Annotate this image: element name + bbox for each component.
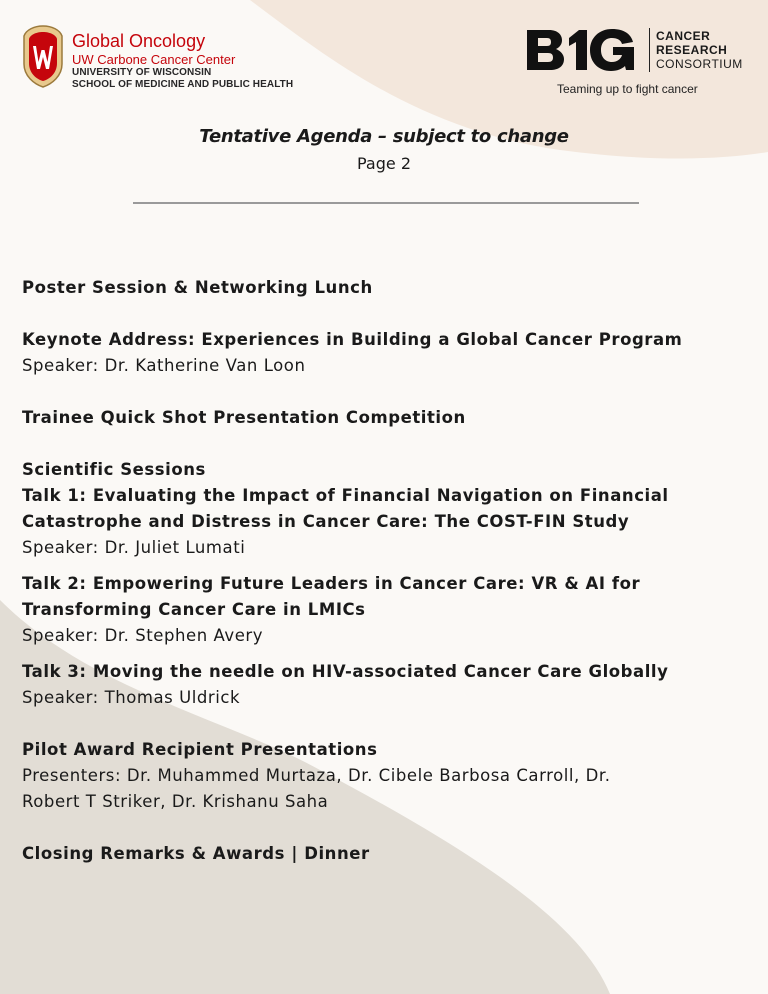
uw-crest-icon [22,24,64,88]
agenda-talk2-speaker: Speaker: Dr. Stephen Avery [22,626,264,645]
agenda-scientific-sessions-heading: Scientific Sessions [22,460,206,479]
uw-title: Global Oncology [72,31,206,51]
agenda-talk3-title: Talk 3: Moving the needle on HIV-associated Cancer Care Globally [22,662,669,681]
agenda-keynote-title: Keynote Address: Experiences in Building a Global Cancer Program [22,330,683,349]
agenda-poster-session: Poster Session & Networking Lunch [22,278,373,297]
b1g-mark-icon [527,28,639,72]
b1g-word-research: RESEARCH [656,43,728,57]
agenda [22,275,752,867]
agenda-pilot-award-heading: Pilot Award Recipient Presentations [22,740,378,759]
agenda-closing: Closing Remarks & Awards | Dinner [22,844,370,863]
agenda-keynote-speaker: Speaker: Dr. Katherine Van Loon [22,356,306,375]
b1g-word-cancer: CANCER [656,29,711,43]
agenda-talk2-title-line2: Transforming Cancer Care in LMICs [22,600,366,619]
agenda-talk1-speaker: Speaker: Dr. Juliet Lumati [22,538,246,557]
uw-global-oncology-logo [22,24,293,90]
uw-subtitle: UW Carbone Cancer Center [72,52,236,67]
uw-school-line: SCHOOL OF MEDICINE AND PUBLIC HEALTH [72,79,294,90]
b1g-tagline: Teaming up to fight cancer [557,82,698,96]
document-title: Tentative Agenda – subject to change [199,126,569,147]
b1g-cancer-research-logo [527,28,743,96]
uw-university-line: UNIVERSITY OF WISCONSIN [72,67,212,78]
agenda-talk3-speaker: Speaker: Thomas Uldrick [22,688,241,707]
agenda-pilot-presenters-line2: Robert T Striker, Dr. Krishanu Saha [22,792,329,811]
agenda-talk1-title-line2: Catastrophe and Distress in Cancer Care: The COST-FIN Study [22,512,630,531]
agenda-talk2-title-line1: Talk 2: Empowering Future Leaders in Cancer Care: VR & AI for [22,574,641,593]
agenda-trainee-competition: Trainee Quick Shot Presentation Competition [22,408,466,427]
b1g-divider [649,28,650,72]
b1g-word-consortium: CONSORTIUM [656,57,743,71]
page-number: Page 2 [357,154,411,173]
title-divider [133,202,639,204]
agenda-talk1-title-line1: Talk 1: Evaluating the Impact of Financial Navigation on Financial [22,486,669,505]
agenda-pilot-presenters-line1: Presenters: Dr. Muhammed Murtaza, Dr. Cibele Barbosa Carroll, Dr. [22,766,611,785]
